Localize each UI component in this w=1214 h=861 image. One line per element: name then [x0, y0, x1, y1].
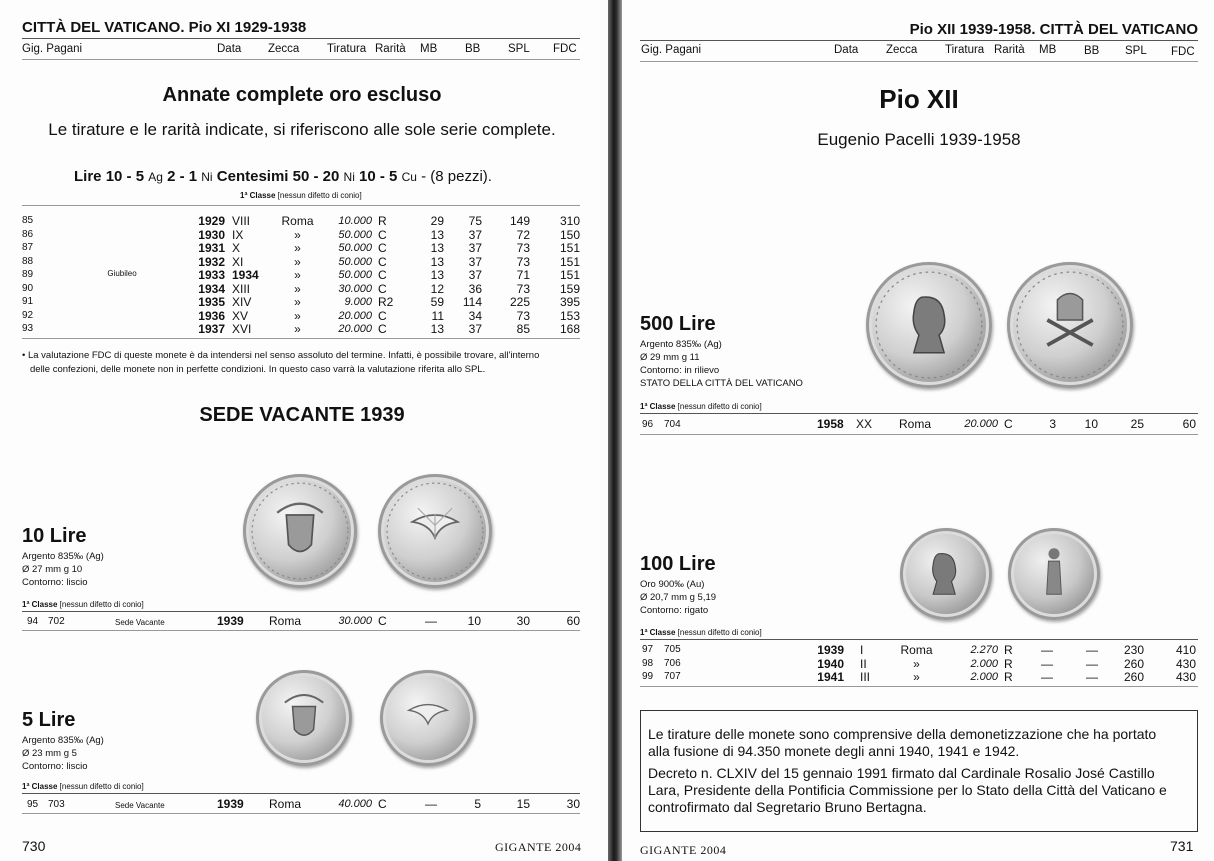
- cell-n: 93: [22, 323, 34, 334]
- cell-spl: 260: [1123, 656, 1144, 671]
- cell-mint: »: [294, 254, 301, 269]
- coin-10-rule-bottom: [22, 630, 580, 631]
- cell-roman: XVI: [232, 322, 252, 336]
- coin-5-rule: [22, 793, 580, 794]
- cell-tir: 2.000: [970, 671, 998, 683]
- cell-rar: C: [378, 281, 387, 296]
- section-heading: Annate complete oro escluso: [162, 84, 442, 106]
- cell-mb: —: [1041, 643, 1053, 657]
- cell-mint: Roma: [281, 214, 314, 228]
- col-mb: MB: [1039, 44, 1057, 56]
- col-data: Data: [217, 43, 242, 55]
- cell-rar: C: [378, 241, 387, 255]
- footnote-line-1: • La valutazione FDC di queste monete è da intendersi nel senso assoluto del termine. Infatti, è possibile trovare, all'interno: [22, 350, 540, 361]
- header-rule-bottom: [22, 59, 580, 60]
- coin-100-title: 100 Lire: [640, 553, 716, 575]
- coin-5-title: 5 Lire: [22, 709, 76, 731]
- cell-n: 88: [22, 255, 34, 267]
- coin-100-size: Ø 20,7 mm g 5,19: [640, 592, 717, 603]
- cell-rar: R: [378, 214, 387, 228]
- cell-mb: 13: [430, 227, 444, 242]
- cell-n: 87: [22, 242, 34, 253]
- cell-bb: 75: [468, 214, 482, 228]
- cell-bb: —: [1086, 643, 1098, 657]
- cell-bb: 37: [468, 322, 482, 336]
- coin-10-edge: Contorno: liscio: [22, 577, 88, 588]
- cell-mint: »: [294, 241, 301, 255]
- cell-spl: 71: [516, 268, 530, 282]
- cell-spl: 85: [516, 322, 530, 336]
- cell-rar: R: [1004, 643, 1013, 657]
- pope-name: Pio XII: [879, 84, 959, 114]
- cell-tir: 20.000: [338, 309, 372, 322]
- cell-mint: »: [294, 295, 301, 309]
- page-title: CITTÀ DEL VATICANO. Pio XI 1929-1938: [22, 19, 307, 36]
- cell-mb: 13: [430, 322, 444, 336]
- cell-mint: »: [294, 227, 301, 242]
- cell-tir: 10.000: [338, 215, 372, 227]
- cell-year: 1933: [198, 268, 225, 282]
- coin-500-edge-inscription: STATO DELLA CITTÀ DEL VATICANO: [640, 378, 803, 389]
- cell-mb: 29: [430, 214, 444, 228]
- coin-100-metal: Oro 900‰ (Au): [640, 579, 705, 590]
- cell-rar: C: [378, 308, 387, 323]
- coin-100-lire-obverse: [900, 528, 992, 620]
- cell-fdc: 310: [559, 214, 580, 228]
- cell-year: 1929: [198, 214, 225, 228]
- coin-100-classe: 1ª Classe [nessun difetto di conio]: [640, 628, 762, 637]
- cell-roman: I: [860, 643, 864, 657]
- cell-rar: C: [378, 322, 387, 336]
- cell-roman: 1934: [232, 268, 259, 282]
- cell-tir: 9.000: [344, 296, 372, 308]
- pope-portrait-icon: [900, 528, 992, 620]
- cell-tir: 50.000: [338, 228, 372, 241]
- col-rarita: Rarità: [994, 44, 1025, 56]
- cell-rar: C: [378, 227, 387, 242]
- cell-gp: 707: [664, 671, 681, 682]
- cell-roman: XIII: [232, 281, 251, 296]
- cell-mb: —: [1041, 670, 1053, 684]
- cell-mint: »: [294, 308, 301, 323]
- cell-year: 1935: [198, 295, 225, 309]
- cell-bb: 36: [468, 281, 482, 296]
- coin-5-rule-bottom: [22, 813, 580, 814]
- cell-year: 1937: [198, 322, 225, 336]
- header-rule-bottom: [640, 61, 1198, 62]
- coin-10-metal: Argento 835‰ (Ag): [22, 551, 104, 562]
- coin-5-size: Ø 23 mm g 5: [22, 748, 77, 759]
- cell-spl: 73: [516, 308, 530, 323]
- cell-gp: 706: [664, 657, 681, 669]
- cell-n: 90: [22, 282, 34, 294]
- coin-5-classe: 1ª Classe [nessun difetto di conio]: [22, 782, 144, 791]
- footer-brand: GIGANTE 2004: [495, 840, 582, 854]
- cell-mint: »: [913, 656, 920, 671]
- coat-of-arms-icon: [256, 670, 352, 766]
- note-line-1: Le tirature delle monete sono comprensive della demonetizzazione che ha portato: [648, 726, 1157, 742]
- cell-mb: 11: [431, 308, 444, 323]
- coin-500-lire-obverse: [866, 262, 992, 388]
- cell-roman: VIII: [232, 214, 251, 228]
- cell-tir: 2.270: [970, 644, 998, 656]
- cell-bb: 114: [462, 295, 482, 309]
- cell-fdc: 151: [559, 241, 580, 255]
- cell-fdc: 153: [559, 308, 580, 323]
- cell-mint: »: [294, 268, 301, 282]
- cell-year: 1939: [817, 643, 844, 657]
- coin-100-edge: Contorno: rigato: [640, 605, 709, 616]
- cell-year: 1931: [198, 241, 225, 255]
- cell-spl: 149: [509, 214, 530, 228]
- footer-brand: GIGANTE 2004: [640, 843, 727, 857]
- col-fdc: FDC: [1171, 46, 1195, 58]
- cell-gp: 705: [664, 644, 681, 655]
- coin-5-lire-reverse: [380, 670, 476, 766]
- col-gig-pagani: Gig. Pagani: [22, 43, 83, 55]
- coin-500-lire-reverse: [1007, 262, 1133, 388]
- cell-n: 85: [22, 215, 34, 226]
- cell-tir: 20.000: [338, 323, 372, 335]
- col-rarita: Rarità: [375, 43, 406, 55]
- cell-year: 1940: [817, 656, 844, 671]
- section-subheading: Le tirature e le rarità indicate, si riferiscono alle sole serie complete.: [48, 120, 556, 139]
- coin-500-rule-bottom: [640, 434, 1198, 435]
- note-line-4: Lara, Presidente della Pontificia Commissione per lo Stato della Città del Vaticano e: [648, 782, 1167, 798]
- cell-tir: 50.000: [338, 269, 372, 281]
- page-title: Pio XII 1939-1958. CITTÀ DEL VATICANO: [909, 21, 1198, 38]
- coin-100-rule-bottom: [640, 686, 1198, 687]
- cell-fdc: 151: [559, 268, 580, 282]
- cell-tir: 50.000: [338, 255, 372, 268]
- page-number: 731: [1170, 838, 1194, 854]
- cell-tir: 50.000: [338, 242, 372, 254]
- left-page: CITTÀ DEL VATICANO. Pio XI 1929-1938 Gig. Pagani Data Zecca Tiratura Rarità MB BB SPL FDC Annate complete oro escluso Le tirature e le rarità indicate, si riferiscono alle sole serie complete. Lire 10 - 5 Ag 2 - 1 Ni Centesimi 50 - 20 Ni 10 - 5 Cu - (8 pezzi). 1ª Classe [nessun difetto di conio] 85 1929 VIII Roma 10.000 R 29 75 149 310 86 1930 IX » 50.000 C 13 37 72 150 87 1931 X » 50.000 C 13 37 73 151 88 1932 XI » 50.000 C 13 37 73 151 89 Giubileo 1933 1934 » 50.000 C 13 37 71 151 90 1934 XIII » 30.000 C 12 36 73 159 91 1935 XIV » 9.000 R2 59 114 225 395 92 1936 XV » 20.000 C 11 34 73 153 93 1937 XVI » 20.000 C 13 37 85 168 • La valutazione FDC di queste monete è da intendersi nel senso assoluto del termine. Infatti, è possibile trovare, all'interno delle confezioni, delle monete non in perfette condizioni. In questo caso varrà la valutazione riferita allo SPL. SEDE VACANTE 1939 10 Lire Argento 835‰ (Ag) Ø 27 mm g 10 Contorno: liscio 1ª Classe [nessun difetto di conio] 94 702 Sede Vacante 1939 Roma 30.000 C — 10 30 60 5 Lire Argento 835‰ (Ag) Ø 23 mm g 5 Contorno: liscio 1ª Classe [nessun difetto di conio] 95 703 Sede Vacante 1939 Roma 40.000 C — 5 15 30 730 GIGANTE 2004: [0, 0, 608, 861]
- cell-fdc: 430: [1175, 670, 1196, 684]
- coin-500-rule: [640, 413, 1198, 414]
- cell-rar: C: [378, 254, 387, 269]
- col-gig-pagani: Gig. Pagani: [641, 44, 702, 56]
- cell-n: 98: [642, 657, 654, 669]
- cell-note: Giubileo: [107, 269, 137, 278]
- cell-year: 1941: [817, 670, 844, 684]
- coin-500-classe: 1ª Classe [nessun difetto di conio]: [640, 402, 762, 411]
- cell-fdc: 410: [1175, 643, 1196, 657]
- cell-n: 91: [22, 296, 34, 307]
- cell-fdc: 168: [559, 322, 580, 336]
- book-gutter: [608, 0, 622, 861]
- dove-icon: [378, 474, 492, 588]
- col-zecca: Zecca: [886, 44, 918, 56]
- cell-bb: 37: [468, 268, 482, 282]
- cell-mb: —: [1041, 656, 1053, 671]
- cell-n: 89: [22, 269, 34, 280]
- cell-bb: 37: [468, 227, 482, 242]
- col-fdc: FDC: [553, 43, 577, 55]
- coin-5-metal: Argento 835‰ (Ag): [22, 735, 104, 746]
- cell-bb: 37: [468, 254, 482, 269]
- right-page: Pio XII 1939-1958. CITTÀ DEL VATICANO Gig. Pagani Data Zecca Tiratura Rarità MB BB SPL FDC Pio XII Eugenio Pacelli 1939-1958 500 Lire Argento 835‰ (Ag) Ø 29 mm g 11 Contorno: in rilievo STATO DELLA CITTÀ DEL VATICANO 1ª Classe [nessun difetto di conio] 96 704 1958 XX Roma 20.000 C 3 10 25 60 100 Lire Oro 900‰ (Au) Ø 20,7 mm g 5,19 Contorno: rigato 1ª Classe [nessun difetto di conio] 97 705 1939 I Roma 2.270 R — — 230 410 98 706 1940 II » 2.000 R — — 260 430 99 707 1941 III » 2.000 R — — 260 430 Le tirature delle monete sono comprensive della demonetizzazione che ha portato alla fusione di 94.350 monete degli anni 1940, 1941 e 1942. Decreto n. CLXIV del 15 gennaio 1991 firmato dal Cardinale Rosalio José Castillo Lara, Presidente della Pontificia Commissione per lo Stato della Città del Vaticano e controfirmato dal Segretario Bruno Bertagna. GIGANTE 2004 731: [622, 0, 1214, 861]
- cell-year: 1934: [198, 281, 225, 296]
- note-line-5: controfirmato dal Segretario Bruno Bertagna.: [648, 799, 927, 815]
- cell-rar: R2: [378, 295, 394, 309]
- cell-fdc: 159: [559, 281, 580, 296]
- cell-tir: 30.000: [338, 282, 372, 295]
- cell-bb: —: [1086, 670, 1098, 684]
- col-tiratura: Tiratura: [327, 43, 367, 55]
- coin-10-classe: 1ª Classe [nessun difetto di conio]: [22, 600, 144, 609]
- coin-500-title: 500 Lire: [640, 313, 716, 335]
- pope-subtitle: Eugenio Pacelli 1939-1958: [817, 130, 1021, 149]
- coin-5-lire-obverse: [256, 670, 352, 766]
- cell-mb: 12: [430, 281, 444, 296]
- cell-rar: R: [1004, 656, 1013, 671]
- cell-year: 1936: [198, 308, 225, 323]
- cell-mint: Roma: [900, 643, 933, 657]
- coin-10-lire-obverse: [243, 474, 357, 588]
- cell-roman: XIV: [232, 295, 252, 309]
- cell-fdc: 150: [559, 227, 580, 242]
- coin-100-lire-reverse: [1008, 528, 1100, 620]
- cell-mint: »: [294, 322, 301, 336]
- coin-500-metal: Argento 835‰ (Ag): [640, 339, 722, 350]
- cell-bb: 34: [468, 308, 482, 323]
- coin-10-size: Ø 27 mm g 10: [22, 564, 83, 575]
- coin-10-rule: [22, 611, 580, 612]
- cell-mb: 59: [430, 295, 444, 309]
- dove-icon: [380, 670, 476, 766]
- cell-mb: 13: [430, 268, 444, 282]
- col-data: Data: [834, 44, 859, 56]
- coin-500-edge: Contorno: in rilievo: [640, 365, 720, 376]
- coat-of-arms-icon: [243, 474, 357, 588]
- pope-portrait-icon: [866, 262, 992, 388]
- note-line-2: alla fusione di 94.350 monete degli anni 1940, 1941 e 1942.: [648, 743, 1020, 759]
- note-line-3: Decreto n. CLXIV del 15 gennaio 1991 firmato dal Cardinale Rosalio José Castillo: [648, 765, 1155, 781]
- page-number: 730: [22, 838, 46, 854]
- coin-5-edge: Contorno: liscio: [22, 761, 88, 772]
- cell-fdc: 151: [559, 254, 580, 269]
- cell-fdc: 395: [559, 295, 580, 309]
- coin-500-size: Ø 29 mm g 11: [640, 352, 700, 363]
- col-spl: SPL: [508, 43, 530, 55]
- cell-n: 86: [22, 228, 34, 240]
- tiara-keys-icon: [1007, 262, 1133, 388]
- sede-vacante-title: SEDE VACANTE 1939: [199, 404, 405, 426]
- cell-roman: XV: [232, 308, 249, 323]
- cell-spl: 73: [516, 241, 530, 255]
- cell-n: 97: [642, 644, 654, 655]
- cell-bb: —: [1086, 656, 1098, 671]
- standing-figure-icon: [1008, 528, 1100, 620]
- cell-mb: 13: [430, 241, 444, 255]
- table-rule-bottom: [22, 338, 580, 339]
- cell-spl: 72: [516, 227, 530, 242]
- cell-roman: XI: [232, 254, 244, 269]
- cell-rar: C: [378, 268, 387, 282]
- cell-roman: II: [860, 656, 867, 671]
- cell-mint: »: [913, 670, 920, 684]
- cell-n: 92: [22, 309, 34, 321]
- header-rule: [640, 40, 1198, 41]
- cell-year: 1930: [198, 227, 225, 242]
- col-zecca: Zecca: [268, 43, 300, 55]
- cell-roman: IX: [232, 227, 244, 242]
- cell-spl: 230: [1123, 643, 1144, 657]
- cell-roman: X: [232, 241, 241, 255]
- classe-note: 1ª Classe [nessun difetto di conio]: [240, 191, 362, 200]
- header-rule: [22, 38, 580, 39]
- cell-n: 99: [642, 671, 654, 682]
- cell-rar: R: [1004, 670, 1013, 684]
- footnote-line-2: delle confezioni, delle monete non in perfette condizioni. In questo caso varrà la valutazione riferita allo SPL.: [30, 364, 486, 375]
- col-mb: MB: [420, 43, 438, 55]
- col-bb: BB: [465, 43, 481, 55]
- table-rule: [22, 205, 580, 206]
- col-spl: SPL: [1125, 45, 1147, 57]
- series-description: Lire 10 - 5 Ag 2 - 1 Ni Centesimi 50 - 20 Ni 10 - 5 Cu - (8 pezzi).: [74, 168, 492, 185]
- cell-tir: 2.000: [970, 657, 998, 670]
- cell-year: 1932: [198, 254, 225, 269]
- col-tiratura: Tiratura: [945, 44, 985, 56]
- cell-mb: 13: [430, 254, 444, 269]
- coin-10-lire-reverse: [378, 474, 492, 588]
- cell-bb: 37: [468, 241, 482, 255]
- cell-spl: 260: [1123, 670, 1144, 684]
- cell-spl: 73: [516, 254, 530, 269]
- cell-spl: 225: [509, 295, 530, 309]
- coin-100-rule: [640, 639, 1198, 640]
- coin-10-title: 10 Lire: [22, 525, 87, 547]
- col-bb: BB: [1084, 45, 1100, 57]
- cell-roman: III: [860, 670, 871, 684]
- cell-mint: »: [294, 281, 301, 296]
- cell-fdc: 430: [1175, 656, 1196, 671]
- cell-spl: 73: [516, 281, 530, 296]
